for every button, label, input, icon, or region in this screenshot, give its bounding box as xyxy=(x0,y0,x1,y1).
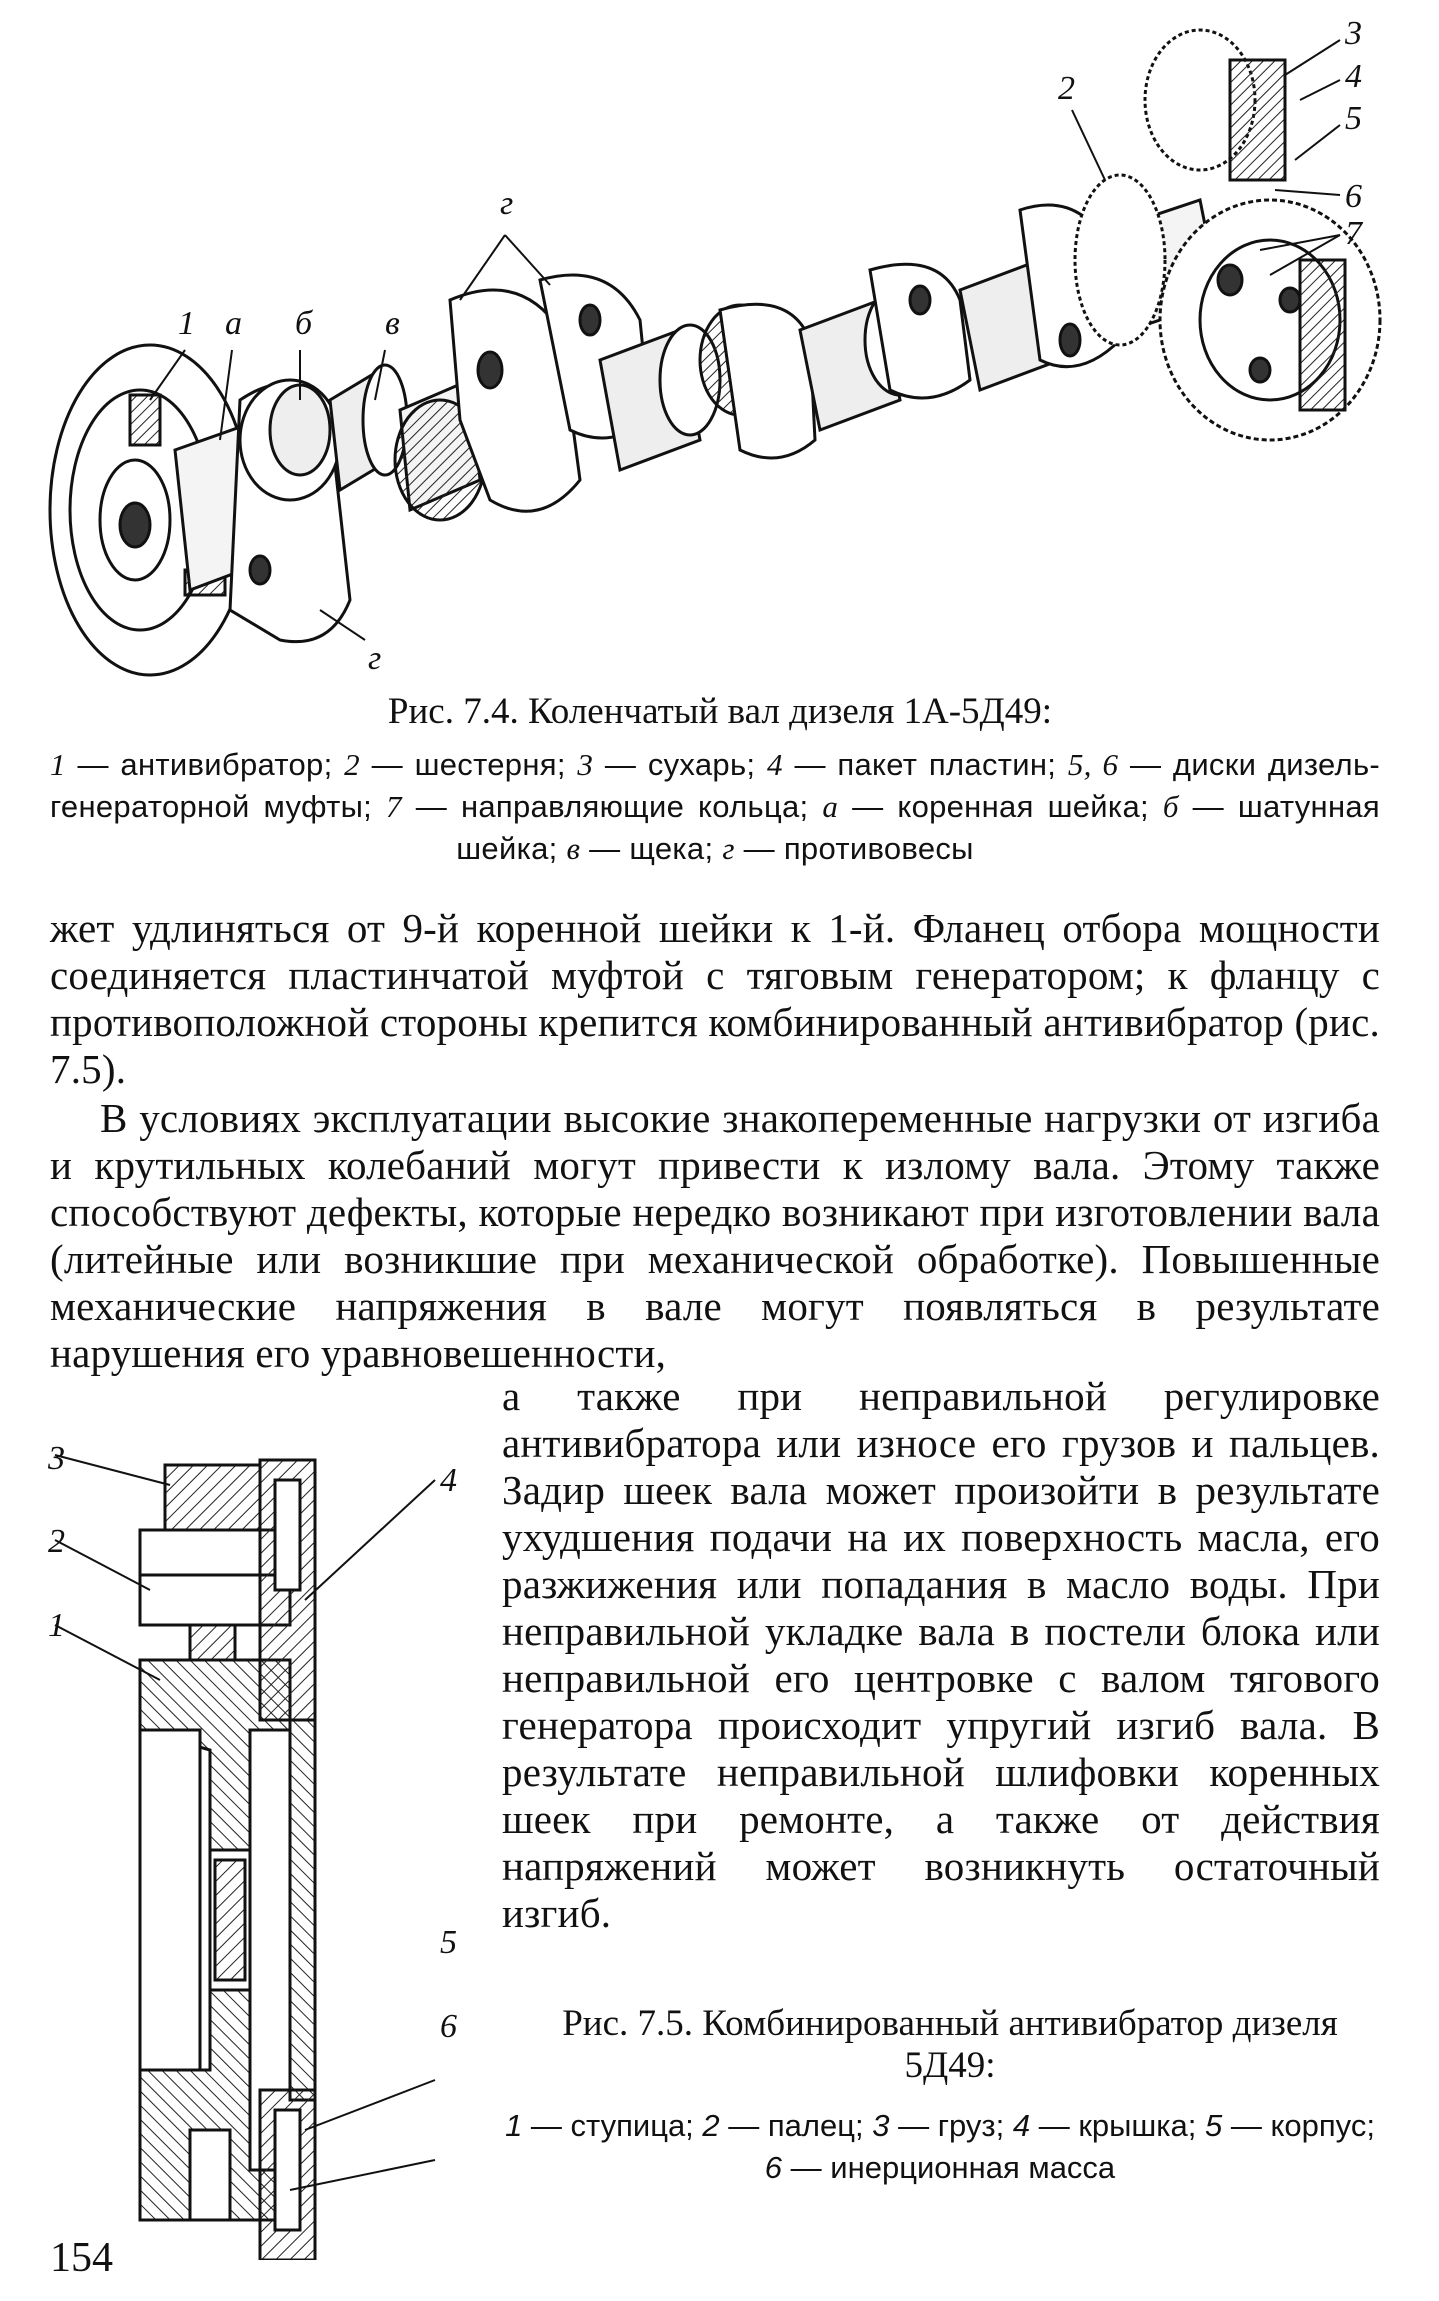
callout-6: 6 xyxy=(1345,178,1362,215)
paragraph: В условиях эксплуатации высокие знакопеременные нагрузки от изгиба и крутильных колебаний могут привести к излому вала. Этому также способствуют дефекты, которые нередко возникают при изготовлении вала (литейные или возникшие при механической обработке). Повышенные механические напряжения в вале могут появляться в результате нарушения его уравновешенности, xyxy=(50,1095,1380,1376)
legend-text: — щека; xyxy=(580,831,723,866)
figure-legend xyxy=(50,744,1380,870)
legend-key: 2 xyxy=(344,747,360,782)
legend-text: — противовесы xyxy=(734,831,974,866)
legend-text: — ступица; xyxy=(522,2108,703,2143)
legend-key: 1 xyxy=(505,2108,523,2143)
figure-caption-title: Рис. 7.4. Коленчатый вал дизеля 1А-5Д49: xyxy=(387,691,1053,732)
body-5 xyxy=(290,1720,315,2100)
legend-text: — сухарь; xyxy=(593,747,767,782)
legend-text: — груз; xyxy=(889,2108,1013,2143)
gear-2 xyxy=(1075,175,1165,345)
callout-2: 2 xyxy=(48,1523,65,1560)
legend-key: 2 xyxy=(702,2108,720,2143)
legend-text: — корпус; xyxy=(1222,2108,1375,2143)
legend-key: 3 xyxy=(872,2108,890,2143)
legend-key: 1 xyxy=(50,747,66,782)
legend-text: — диски дизель-генераторной муфты; xyxy=(50,747,1381,824)
callout-v: в xyxy=(385,305,400,342)
legend-key: г xyxy=(722,831,735,866)
callout-g-top: г xyxy=(500,185,514,222)
legend-text: — крышка; xyxy=(1030,2108,1206,2143)
callout-3: 3 xyxy=(48,1440,65,1477)
legend-key: а xyxy=(822,789,839,824)
callout-5: 5 xyxy=(440,1924,457,1961)
callout-3: 3 xyxy=(1345,15,1362,52)
callout-6: 6 xyxy=(440,2008,457,2045)
antivibrator-section-drawing xyxy=(30,1430,490,2260)
legend-key: 7 xyxy=(386,789,402,824)
legend-text: — палец; xyxy=(719,2108,873,2143)
callout-7: 7 xyxy=(1345,215,1362,252)
legend-text: — коренная шейка; xyxy=(838,789,1163,824)
callout-2: 2 xyxy=(1058,70,1075,107)
figure-legend xyxy=(500,2105,1380,2189)
callout-5: 5 xyxy=(1345,100,1362,137)
legend-text: — антивибратор; xyxy=(65,747,345,782)
legend-key: 5 xyxy=(1205,2108,1223,2143)
callout-b: б xyxy=(295,305,313,342)
callout-a: a xyxy=(225,305,242,342)
callout-4: 4 xyxy=(440,1462,457,1499)
legend-text: — пакет пластин; xyxy=(782,747,1068,782)
legend-key: в xyxy=(566,831,581,866)
weight-3 xyxy=(165,1465,260,1535)
page-number: 154 xyxy=(50,2235,113,2281)
figure-caption-title: Рис. 7.5. Комбинированный антивибратор дизеля 5Д49: xyxy=(562,2003,1338,2086)
legend-text: — направляющие кольца; xyxy=(401,789,823,824)
legend-text: — шестерня; xyxy=(359,747,578,782)
paragraph: жет удлиняться от 9-й коренной шейки к 1-й. Фланец отбора мощности соединяется пластинчатой муфтой с тяговым генератором; к фланцу с противоположной стороны крепится комбинированный антивибратор (рис. 7.5). xyxy=(50,905,1380,1092)
callout-1: 1 xyxy=(48,1607,65,1644)
legend-key: 6 xyxy=(764,2150,783,2185)
legend-key: 5, 6 xyxy=(1067,747,1119,782)
legend-text: — шатунная шейка; xyxy=(456,789,1381,866)
crankshaft-illustration xyxy=(0,0,1439,690)
legend-key: б xyxy=(1162,789,1179,824)
legend-key: 3 xyxy=(577,747,594,782)
legend-key: 4 xyxy=(767,747,783,782)
legend-text: — инерционная масса xyxy=(782,2150,1116,2185)
callout-g-bottom: г xyxy=(368,640,382,677)
callout-1: 1 xyxy=(178,305,195,342)
legend-key: 4 xyxy=(1012,2108,1031,2143)
paragraph: а также при неправильной регулировке антивибратора или износе его грузов и пальцев. Задир шеек вала может произойти в результате ухудшения подачи на их поверхность масла, его разжижения или попадания в масло воды. При неправильной укладке вала в постели блока или неправильной его центровке с валом тягового генератора происходит упругий изгиб вала. В результате неправильной шлифовки коренных шеек при ремонте, а также от действия напряжений может возникнуть остаточный изгиб. xyxy=(502,1373,1380,1936)
plate-pack-4 xyxy=(1230,60,1285,180)
callout-4: 4 xyxy=(1345,58,1362,95)
